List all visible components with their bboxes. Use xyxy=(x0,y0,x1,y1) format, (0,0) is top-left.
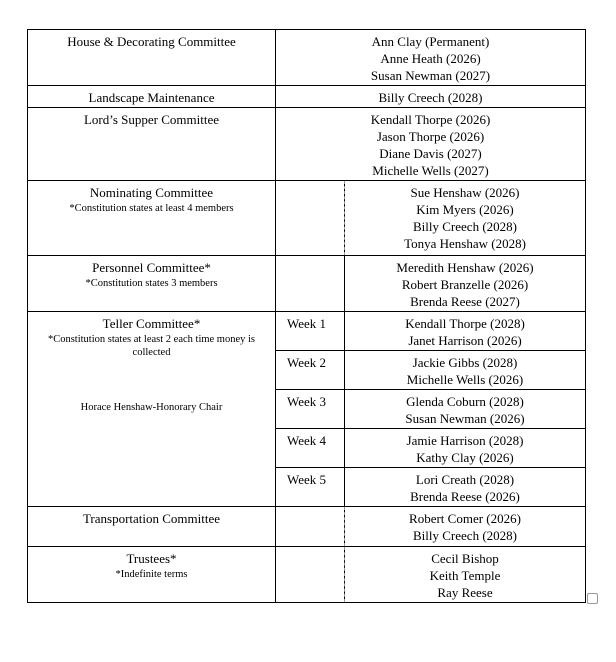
column-divider xyxy=(344,181,345,255)
constitution-note: *Indefinite terms xyxy=(115,569,188,580)
table-resize-handle[interactable] xyxy=(587,593,598,604)
week-label: Week 2 xyxy=(276,351,345,390)
member-name: Jamie Harrison (2028) xyxy=(406,433,524,448)
member-name: Michelle Wells (2027) xyxy=(372,163,489,178)
committee-name-cell xyxy=(28,30,276,86)
member-name: Kendall Thorpe (2028) xyxy=(405,316,525,331)
member-name: Susan Newman (2026) xyxy=(405,411,525,426)
empty-week-cell xyxy=(276,256,345,312)
week-label: Week 3 xyxy=(276,390,345,429)
week-label: Week 4 xyxy=(276,429,345,468)
members-cell xyxy=(345,507,586,547)
member-name: Jackie Gibbs (2028) xyxy=(412,355,518,370)
members-cell xyxy=(345,312,586,351)
member-name: Robert Branzelle (2026) xyxy=(401,277,529,292)
committee-title: Lord’s Supper Committee xyxy=(83,112,220,127)
table-row xyxy=(28,86,586,108)
members-cell xyxy=(345,468,586,507)
member-name: Glenda Coburn (2028) xyxy=(406,394,524,409)
empty-week-cell xyxy=(276,547,345,603)
table-row xyxy=(28,547,586,603)
committee-title: Personnel Committee* xyxy=(92,260,211,275)
honorary-chair: Horace Henshaw-Honorary Chair xyxy=(80,402,223,413)
member-name: Michelle Wells (2026) xyxy=(406,372,524,387)
member-name: Billy Creech (2028) xyxy=(413,219,517,234)
constitution-note: *Constitution states at least 4 members xyxy=(69,203,234,214)
committee-name-cell xyxy=(28,256,276,312)
committee-document xyxy=(27,29,585,603)
table-row xyxy=(28,30,586,86)
member-name: Meredith Henshaw (2026) xyxy=(396,260,534,275)
committee-title: Landscape Maintenance xyxy=(88,90,215,105)
member-name: Billy Creech (2028) xyxy=(413,528,517,543)
committee-title: Teller Committee* xyxy=(102,316,201,331)
committee-name-cell xyxy=(28,181,276,256)
members-cell xyxy=(345,547,586,603)
member-name: Anne Heath (2026) xyxy=(380,51,481,66)
members-cell xyxy=(345,390,586,429)
member-name: Cecil Bishop xyxy=(431,551,499,566)
members-cell xyxy=(276,86,586,108)
member-name: Sue Henshaw (2026) xyxy=(410,185,520,200)
committee-name-cell xyxy=(28,507,276,547)
member-name: Kim Myers (2026) xyxy=(416,202,514,217)
member-name: Ray Reese xyxy=(437,585,493,600)
column-divider xyxy=(344,507,345,546)
member-name: Keith Temple xyxy=(429,568,501,583)
member-name: Susan Newman (2027) xyxy=(370,68,491,83)
week-label: Week 5 xyxy=(276,468,345,507)
member-name: Janet Harrison (2026) xyxy=(408,333,522,348)
member-name: Diane Davis (2027) xyxy=(379,146,482,161)
table-row xyxy=(28,181,586,256)
committee-name-cell xyxy=(28,312,276,507)
committee-title: House & Decorating Committee xyxy=(67,34,236,49)
members-cell xyxy=(345,256,586,312)
committee-name-cell xyxy=(28,547,276,603)
constitution-note: *Constitution states 3 members xyxy=(85,278,218,289)
table-row xyxy=(28,312,586,351)
constitution-note: *Constitution states at least 2 each time money is collected xyxy=(47,334,256,358)
committee-name-cell xyxy=(28,86,276,108)
member-name: Ann Clay (Permanent) xyxy=(371,34,490,49)
table-row xyxy=(28,256,586,312)
week-label: Week 1 xyxy=(276,312,345,351)
members-cell xyxy=(276,30,586,86)
member-name: Lori Creath (2028) xyxy=(415,472,515,487)
empty-week-cell xyxy=(276,507,345,547)
members-cell xyxy=(276,108,586,181)
member-name: Brenda Reese (2026) xyxy=(410,489,520,504)
committee-title: Trustees* xyxy=(126,551,177,566)
committee-name-cell xyxy=(28,108,276,181)
empty-week-cell xyxy=(276,181,345,256)
member-name: Brenda Reese (2027) xyxy=(410,294,520,309)
member-name: Robert Comer (2026) xyxy=(409,511,521,526)
committee-title: Transportation Committee xyxy=(82,511,221,526)
members-cell xyxy=(345,351,586,390)
member-name: Jason Thorpe (2026) xyxy=(376,129,485,144)
committee-title: Nominating Committee xyxy=(89,185,214,200)
members-cell xyxy=(345,181,586,256)
table-row xyxy=(28,507,586,547)
members-cell xyxy=(345,429,586,468)
member-name: Tonya Henshaw (2028) xyxy=(404,236,526,251)
member-name: Kendall Thorpe (2026) xyxy=(370,112,491,127)
column-divider xyxy=(344,547,345,602)
member-name: Kathy Clay (2026) xyxy=(416,450,514,465)
table-row xyxy=(28,108,586,181)
committee-table xyxy=(27,29,586,603)
member-name: Billy Creech (2028) xyxy=(378,90,483,105)
